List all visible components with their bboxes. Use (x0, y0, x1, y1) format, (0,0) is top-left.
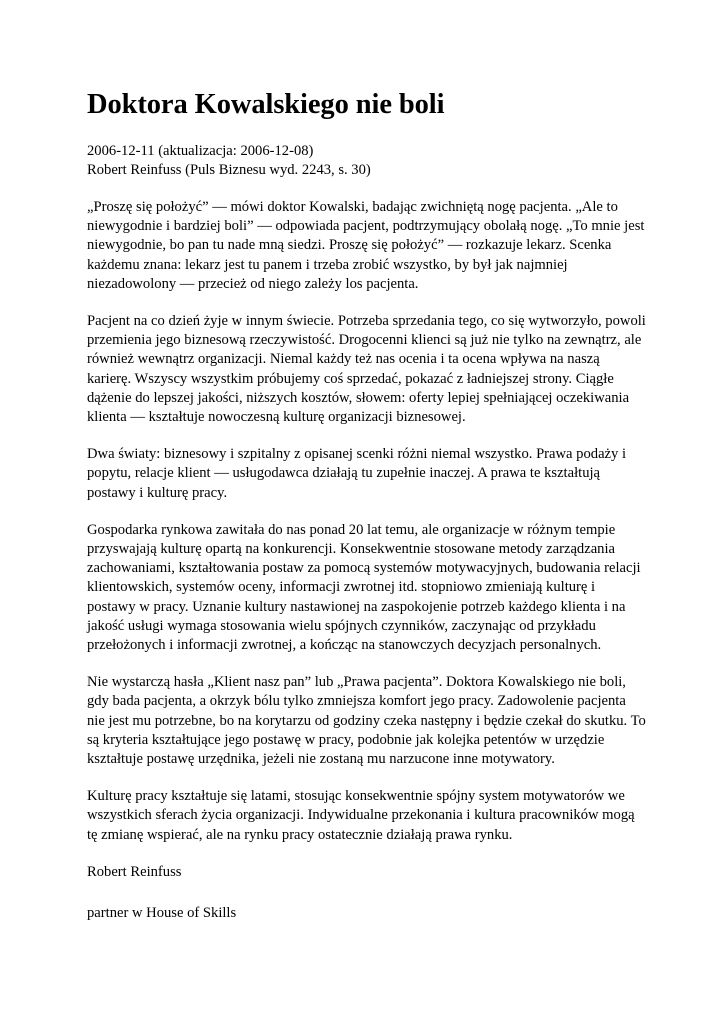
author-role: partner w House of Skills (87, 904, 237, 921)
document-title: Doktora Kowalskiego nie boli (87, 89, 445, 120)
author-name: Robert Reinfuss (87, 863, 182, 880)
article-body (87, 198, 647, 845)
paragraph: „Proszę się położyć” — mówi doktor Kowalski, badając zwichniętą nogę pacjenta. „Ale to niewygodnie i bardziej boli” — odpowiada pacjent, podtrzymujący obolałą nogę. „To mnie jest niewygodnie, bo pan tu nade mną siedzi. Proszę się położyć” — rozkazuje lekarz. Scenka każdemu znana: lekarz jest tu panem i trzeba zrobić wszystko, by był jak najmniej niezadowolony — przecież od niego zależy los pacjenta. (87, 199, 645, 292)
source-line: Robert Reinfuss (Puls Biznesu wyd. 2243, s. 30) (87, 162, 371, 178)
paragraph: Pacjent na co dzień żyje w innym świecie. Potrzeba sprzedania tego, co się wytworzyło, powoli przemienia jego biznesową rzeczywistość. Drogocenni klienci są już nie tylko na zewnątrz, ale również wewnątrz organizacji. Niemal każdy też nas ocenia i ta ocena wpływa na naszą karierę. Wszyscy wszystkim próbujemy coś sprzedać, pokazać z ładniejszej strony. Ciągłe dążenie do lepszej jakości, niższych kosztów, słowem: oferty lepiej spełniającej oczekiwania klienta — kształtuje nowoczesną kulturę organizacji biznesowej. (87, 313, 646, 426)
paragraph: Kulturę pracy kształtuje się latami, stosując konsekwentnie spójny system motywatorów we wszystkich sferach życia organizacji. Indywidualne przekonania i kultura pracowników mogą tę zmianę wspierać, ale na rynku pracy ostatecznie działają prawa rynku. (87, 788, 635, 843)
paragraph: Gospodarka rynkowa zawitała do nas ponad 20 lat temu, ale organizacje w różnym tempie przyswajają kulturę opartą na konkurencji. Konsekwentnie stosowane metody zarządzania zachowaniami, kształtowania postaw za pomocą systemów motywacyjnych, budowania relacji klientowskich, systemów oceny, informacji zwrotnej itd. stopniowo zmieniają kulturę i postawy w pracy. Uznanie kultury nastawionej na zaspokojenie potrzeb każdego klienta i na jakość usługi wymaga stosowania wielu spójnych czynników, zaczynając od przykładu przełożonych i informacji zwrotnej, a kończąc na stanowczych decyzjach personalnych. (87, 521, 641, 654)
document-page (87, 88, 647, 945)
author-signature (87, 863, 647, 923)
paragraph: Nie wystarczą hasła „Klient nasz pan” lub „Prawa pacjenta”. Doktora Kowalskiego nie boli, gdy bada pacjenta, a okrzyk bólu tylko zmniejsza komfort jego pracy. Zadowolenie pacjenta nie jest mu potrzebne, bo na korytarzu od godziny czeka następny i będzie czekał do skutku. To są kryteria kształtujące jego postawę w pracy, podobnie jak kolejka petentów w urzędzie kształtuje postawę urzędnika, jeżeli nie zostaną mu narzucone inne motywatory. (87, 674, 646, 768)
article-meta (87, 142, 647, 180)
date-line: 2006-12-11 (aktualizacja: 2006-12-08) (87, 143, 314, 159)
paragraph: Dwa światy: biznesowy i szpitalny z opisanej scenki różni niemal wszystko. Prawa podaży i popytu, relacje klient — usługodawca działają tu zupełnie inaczej. A prawa te kształtują postawy i kulturę pracy. (87, 446, 627, 501)
